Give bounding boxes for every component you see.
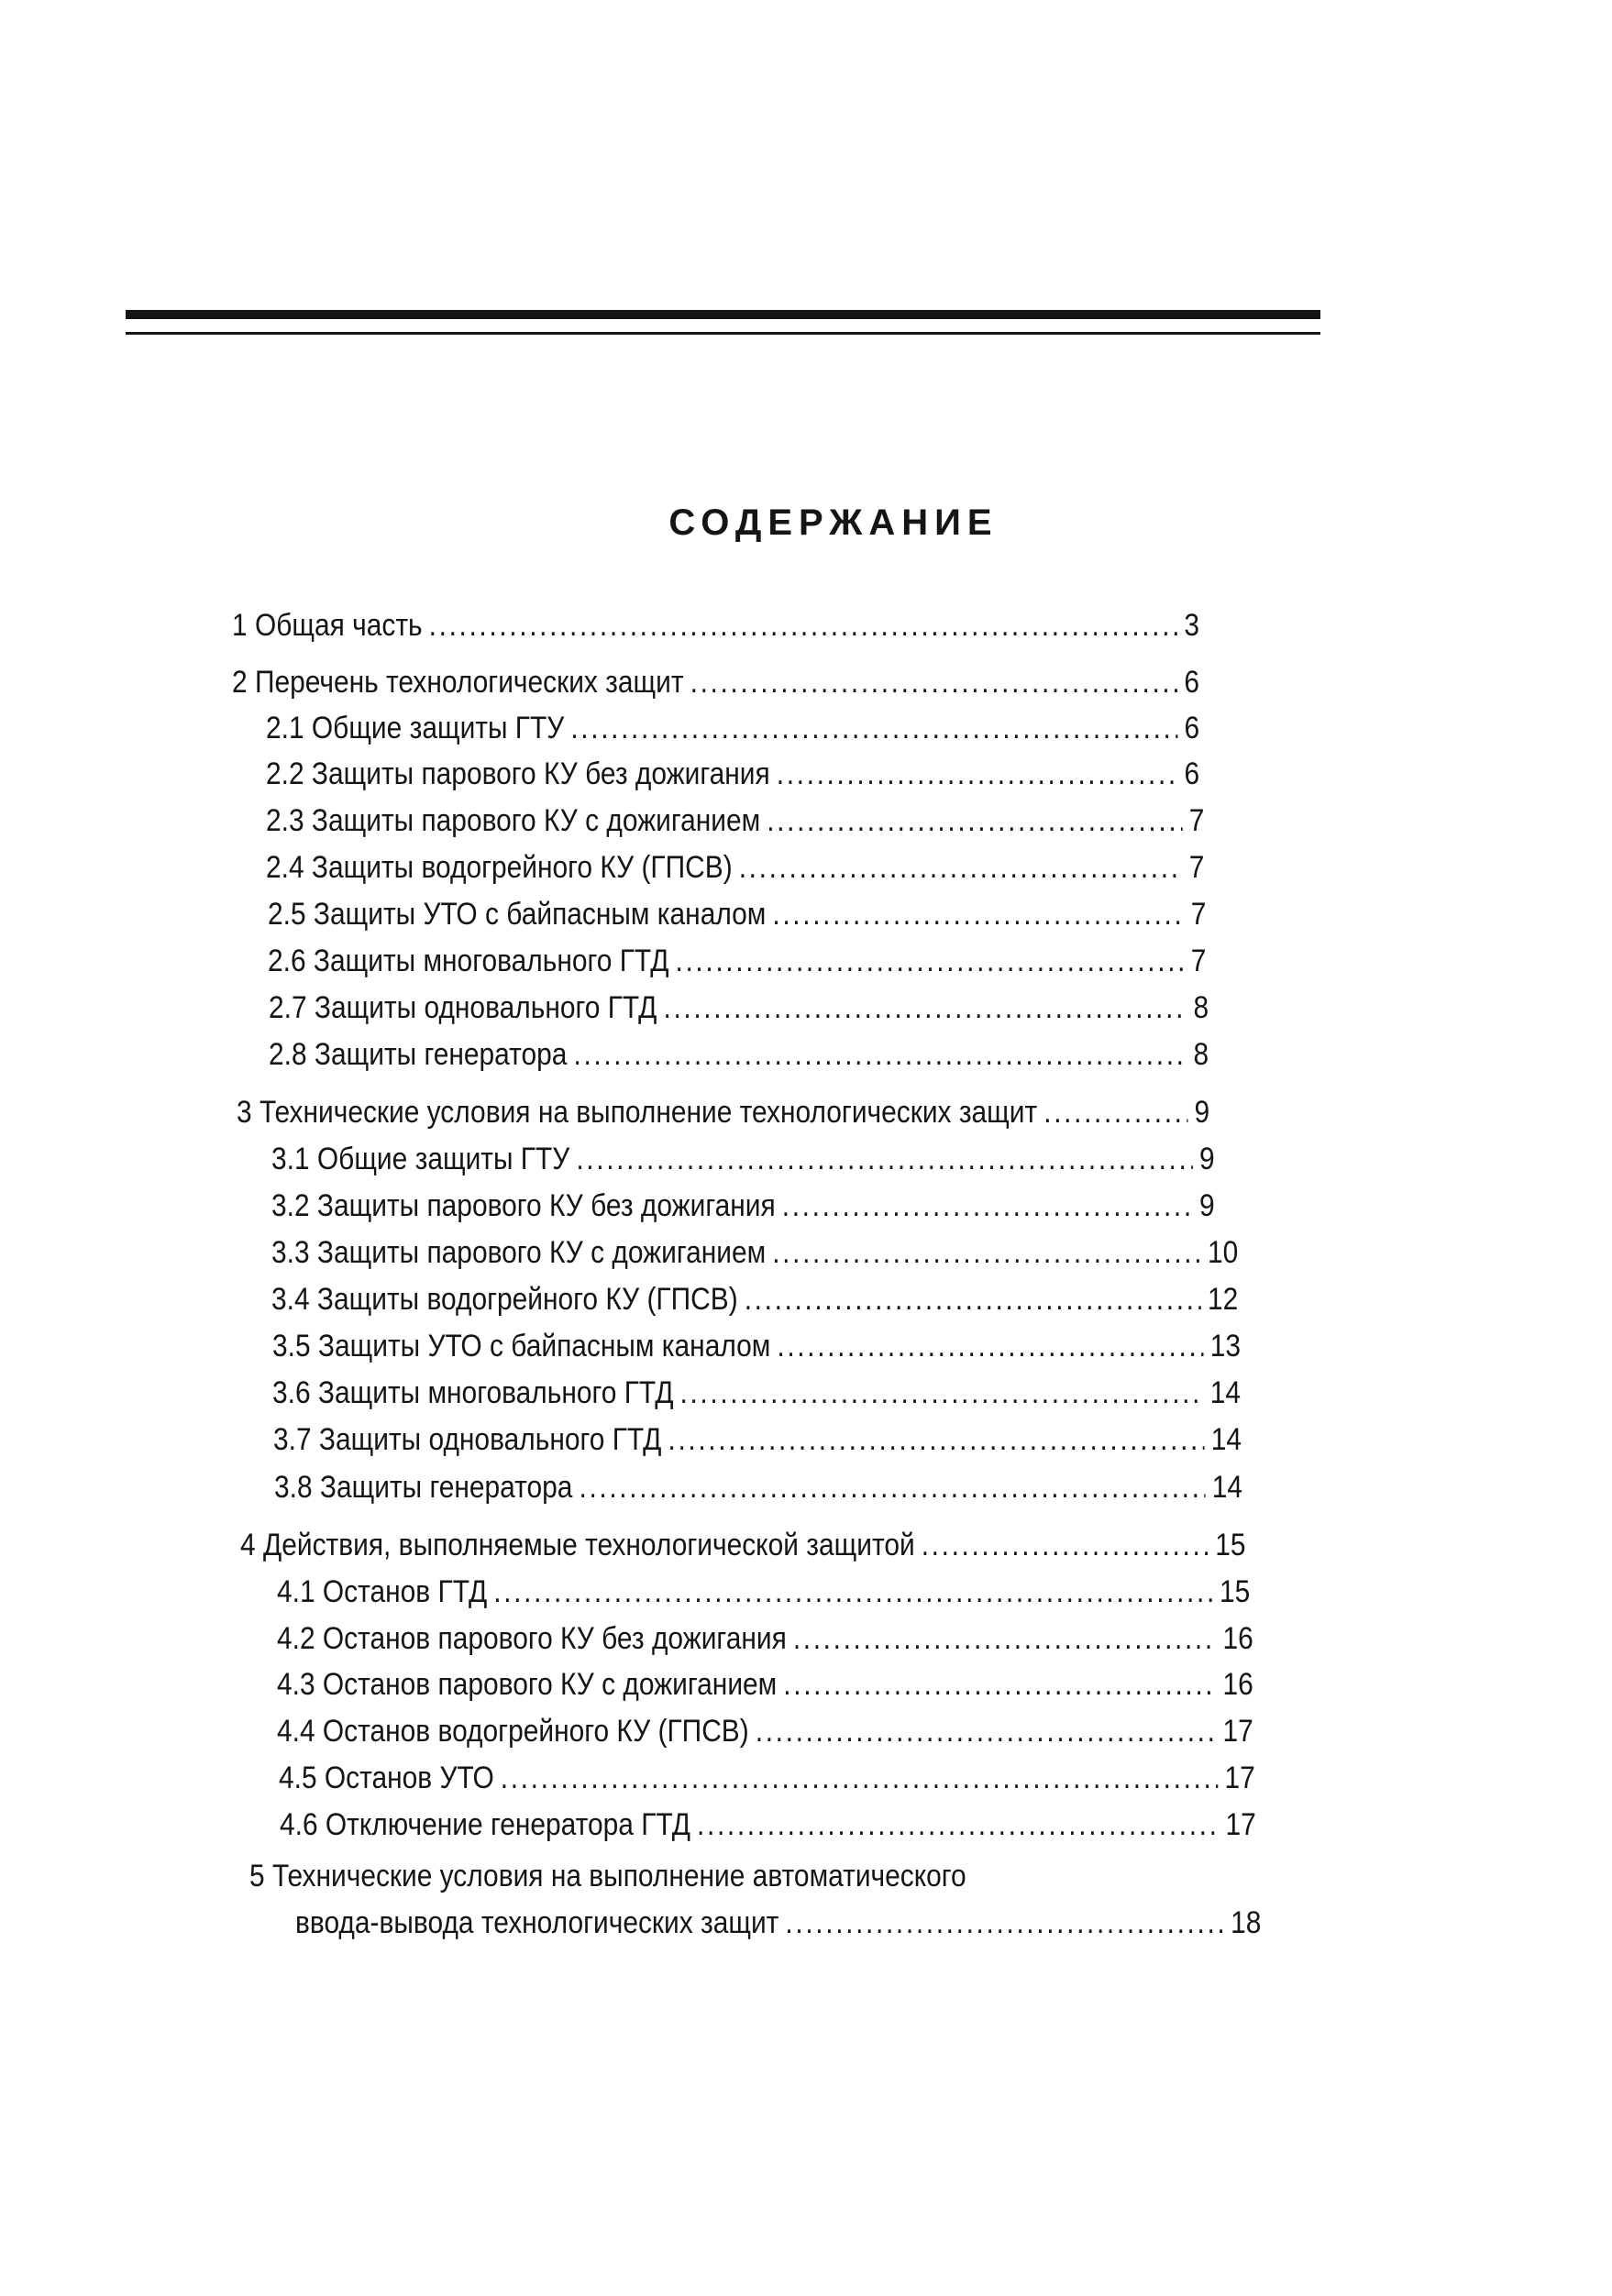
toc-entry	[277, 1572, 1250, 1612]
toc-entry-page: 12	[1207, 1282, 1239, 1317]
toc-leader-dots	[793, 1618, 1217, 1659]
toc-entry	[268, 941, 1212, 981]
toc-entry-label: 3.2 Защиты парового КУ без дожигания	[271, 1188, 776, 1223]
toc-entry	[268, 894, 1212, 934]
toc-entry	[269, 988, 1214, 1028]
toc-entry-page: 16	[1222, 1667, 1253, 1702]
toc-entry-page: 16	[1222, 1621, 1253, 1656]
toc-leader-dots	[501, 1758, 1219, 1798]
toc-leader-dots	[573, 1034, 1187, 1075]
toc-leader-dots	[429, 605, 1178, 646]
toc-leader-dots	[739, 847, 1183, 888]
toc-entry-page: 8	[1193, 1037, 1209, 1072]
toc-entry-page: 14	[1211, 1470, 1242, 1505]
toc-entry-label: 3.3 Защиты парового КУ с дожиганием	[271, 1235, 767, 1270]
toc-leader-dots	[922, 1525, 1209, 1565]
toc-entry	[266, 847, 1210, 888]
toc-entry-label: 4.6 Отключение генератора ГТД	[280, 1807, 691, 1842]
toc-leader-dots	[680, 1373, 1204, 1413]
toc-entry-page: 7	[1188, 850, 1205, 885]
toc-entry-page: 17	[1222, 1714, 1253, 1749]
toc-entry	[277, 1664, 1253, 1705]
toc-entry-label: 2.8 Защиты генератора	[269, 1037, 568, 1072]
toc-entry-label: 4 Действия, выполняемые технологической защитой	[240, 1528, 915, 1562]
toc-entry-page: 13	[1209, 1329, 1241, 1363]
toc-entry-page: 7	[1190, 897, 1207, 932]
toc-leader-dots	[1043, 1092, 1187, 1132]
toc-entry	[266, 754, 1205, 794]
toc-entry-label: 3 Технические условия на выполнение технологических защит	[237, 1095, 1038, 1130]
toc-entry-label: ввода-вывода технологических защит	[295, 1905, 779, 1940]
toc-entry	[273, 1419, 1242, 1460]
toc-entry	[295, 1903, 1261, 1943]
toc-entry	[232, 605, 1205, 646]
toc-entry	[232, 662, 1205, 702]
toc-entry	[272, 1373, 1241, 1413]
toc-entry-page: 18	[1231, 1905, 1262, 1940]
toc-entry-page: 17	[1225, 1807, 1256, 1842]
toc-leader-dots	[697, 1805, 1219, 1845]
toc-entry	[272, 1326, 1241, 1366]
toc-entry-label: 3.6 Защиты многовального ГТД	[272, 1375, 674, 1410]
toc-entry	[271, 1186, 1220, 1226]
toc-leader-dots	[690, 662, 1178, 702]
toc-entry-label: 3.4 Защиты водогрейного КУ (ГПСВ)	[271, 1282, 738, 1317]
header-rule-thin	[126, 332, 1320, 335]
toc-entry	[237, 1092, 1215, 1132]
toc-entry-label: 2.5 Защиты УТО с байпасным каналом	[268, 897, 767, 932]
toc-leader-dots	[767, 800, 1182, 841]
toc-entry-label: 2.4 Защиты водогрейного КУ (ГПСВ)	[266, 850, 733, 885]
toc-entry	[277, 1618, 1253, 1659]
toc-entry-label: 4.3 Останов парового КУ с дожиганием	[277, 1667, 778, 1702]
toc-entry-label: 2.6 Защиты многовального ГТД	[268, 944, 669, 978]
toc-entry-page: 7	[1190, 944, 1207, 978]
toc-entry-page: 9	[1194, 1095, 1210, 1130]
toc-leader-dots	[777, 754, 1178, 794]
toc-entry	[271, 1232, 1238, 1273]
toc-entry	[269, 1034, 1214, 1075]
toc-leader-dots	[756, 1711, 1217, 1751]
toc-entry-page: 17	[1224, 1761, 1255, 1795]
toc-entry	[271, 1139, 1220, 1179]
toc-entry	[277, 1711, 1253, 1751]
toc-entry-page: 15	[1219, 1574, 1251, 1609]
toc-entry	[280, 1805, 1256, 1845]
toc-leader-dots	[785, 1903, 1224, 1943]
toc-entry-page: 14	[1210, 1422, 1242, 1457]
toc-entry-page: 10	[1207, 1235, 1239, 1270]
toc-entry-label: 3.1 Общие защиты ГТУ	[271, 1142, 570, 1176]
toc-entry-label: 3.7 Защиты одновального ГТД	[273, 1422, 662, 1457]
toc-leader-dots	[745, 1279, 1201, 1319]
toc-entry-page: 9	[1199, 1188, 1215, 1223]
toc-entry-label: 4.2 Останов парового КУ без дожигания	[277, 1621, 787, 1656]
toc-entry-label: 2 Перечень технологических защит	[232, 665, 684, 700]
toc-leader-dots	[782, 1186, 1193, 1226]
toc-leader-dots	[579, 1467, 1205, 1507]
toc-entry-page: 6	[1184, 756, 1200, 791]
toc-leader-dots	[676, 941, 1185, 981]
toc-leader-dots	[576, 1139, 1193, 1179]
toc-leader-dots	[663, 988, 1187, 1028]
toc-entry	[279, 1758, 1255, 1798]
toc-leader-dots	[493, 1572, 1213, 1612]
toc-entry-label: 2.3 Защиты парового КУ с дожиганием	[266, 803, 761, 838]
toc-entry	[274, 1467, 1242, 1507]
toc-entry	[266, 800, 1210, 841]
toc-entry-label: 1 Общая часть	[232, 608, 423, 643]
toc-leader-dots	[772, 894, 1184, 934]
toc-leader-dots	[772, 1232, 1201, 1273]
page-title: СОДЕРЖАНИЕ	[668, 502, 999, 543]
toc-leader-dots	[570, 708, 1177, 748]
toc-leader-dots	[783, 1664, 1216, 1705]
toc-entry-page: 7	[1188, 803, 1205, 838]
toc-entry-label: 3.8 Защиты генератора	[274, 1470, 573, 1505]
toc-entry	[266, 708, 1205, 748]
toc-entry-page: 6	[1184, 711, 1200, 745]
toc-entry-label: 2.1 Общие защиты ГТУ	[266, 711, 565, 745]
toc-entry-label: 4.5 Останов УТО	[279, 1761, 494, 1795]
toc-entry-page: 14	[1209, 1375, 1241, 1410]
toc-entry-page: 6	[1184, 665, 1200, 700]
toc-leader-dots	[777, 1326, 1203, 1366]
toc-entry-page: 9	[1199, 1142, 1215, 1176]
toc-entry-label: 2.2 Защиты парового КУ без дожигания	[266, 756, 770, 791]
toc-entry-page: 15	[1215, 1528, 1246, 1562]
toc-entry-label-line1: 5 Технические условия на выполнение автоматического	[249, 1859, 966, 1893]
toc-entry-label: 4.1 Останов ГТД	[277, 1574, 488, 1609]
toc-entry-label: 4.4 Останов водогрейного КУ (ГПСВ)	[277, 1714, 749, 1749]
toc-leader-dots	[668, 1419, 1204, 1460]
toc-entry-label: 2.7 Защиты одновального ГТД	[269, 990, 657, 1025]
toc-entry	[271, 1279, 1238, 1319]
toc-entry-label: 3.5 Защиты УТО с байпасным каналом	[272, 1329, 771, 1363]
header-rule-thick	[126, 310, 1320, 319]
toc-entry-page: 3	[1184, 608, 1200, 643]
toc-entry	[240, 1525, 1245, 1565]
toc-entry-page: 8	[1193, 990, 1209, 1025]
